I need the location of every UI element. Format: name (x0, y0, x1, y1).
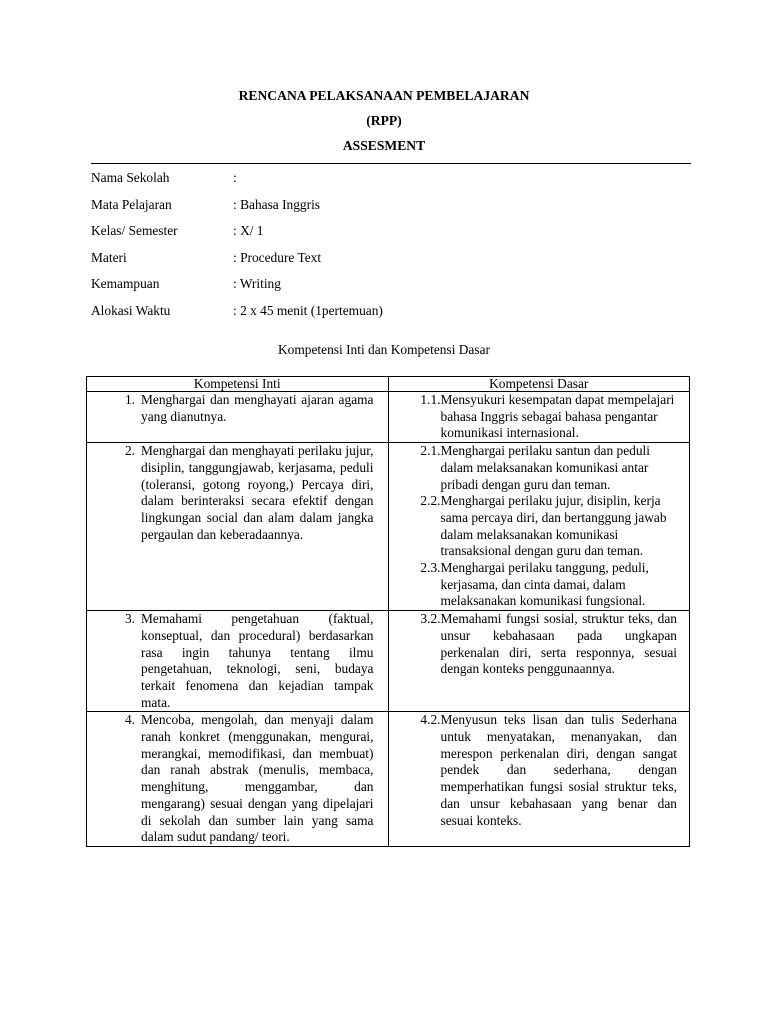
document-section: ASSESMENT (342, 138, 426, 153)
kd-item (389, 443, 678, 493)
identity-row (91, 217, 691, 244)
ki-cell (87, 712, 389, 847)
identity-value: : 2 x 45 menit (1pertemuan) (233, 302, 383, 318)
identity-label: Mata Pelajaran (91, 196, 172, 212)
ki-text: Memahami pengetahuan (faktual, konseptual, dan procedural) berdasarkan rasa ingin tahunya tentang ilmu pengetahuan, teknologi, seni, budaya terkait fenomena dan kejadian tampak mata. (141, 611, 374, 710)
ki-text: Mencoba, mengolah, dan menyaji dalam ranah konkret (menggunakan, mengurai, merangkai, memodifikasi, dan membuat) dan ranah abstrak (menulis, membaca, menghitung, menggambar, dan mengarang) sesuai dengan yang dipelajari di sekolah dan sumber lain yang sama dalam sudut pandang/ teori. (141, 712, 374, 845)
table-row (87, 611, 690, 712)
table-header-row (87, 377, 690, 392)
kd-text: Menyusun teks lisan dan tulis Sederhana untuk menyatakan, menanyakan, dan merespon perkenalan diri, dengan sangat pendek dan sederhana, dengan memperhatikan fungsi sosial struktur teks, dan unsur kebahasaan yang benar dan sesuai konteks. (440, 712, 677, 828)
kd-cell (388, 443, 690, 611)
kd-number: 4.2. (420, 712, 441, 728)
kd-item (389, 560, 678, 610)
kd-text: Menghargai perilaku santun dan peduli dalam melaksanakan komunikasi antar pribadi dengan guru dan teman. (440, 443, 650, 492)
identity-value: : Writing (233, 276, 281, 291)
ki-number: 3. (124, 611, 135, 627)
header-kompetensi-inti: Kompetensi Inti (87, 377, 389, 392)
ki-item (93, 392, 374, 425)
kd-number: 2.2. (420, 493, 441, 509)
ki-cell (87, 392, 389, 443)
identity-label: Nama Sekolah (91, 170, 170, 185)
kd-item (389, 611, 678, 678)
identity-table (91, 163, 691, 323)
ki-text: Menghargai dan menghayati ajaran agama yang dianutnya. (141, 392, 374, 424)
identity-label: Kelas/ Semester (91, 223, 178, 238)
identity-value: : Procedure Text (233, 249, 322, 265)
identity-row (91, 270, 691, 297)
ki-number: 4. (124, 712, 135, 728)
table-row (87, 712, 690, 847)
ki-item (93, 712, 374, 846)
kd-item (389, 392, 678, 442)
kd-number: 2.3. (420, 560, 441, 576)
document-title: RENCANA PELAKSANAAN PEMBELAJARAN (238, 88, 530, 103)
header-kompetensi-dasar: Kompetensi Dasar (388, 377, 690, 392)
kd-cell (388, 392, 690, 443)
ki-number: 1. (124, 392, 135, 407)
table-row (87, 392, 690, 443)
identity-row (91, 191, 691, 218)
identity-row (91, 244, 691, 271)
identity-row (91, 297, 691, 324)
ki-number: 2. (124, 443, 135, 459)
identity-row (91, 164, 691, 191)
kd-cell (388, 712, 690, 847)
ki-cell (87, 611, 389, 712)
kd-item (389, 712, 678, 829)
ki-cell (87, 443, 389, 611)
kd-number: 2.1. (420, 443, 441, 459)
kd-text: Menghargai perilaku tanggung, peduli, kerjasama, dan cinta damai, dalam melaksanakan komunikasi fungsional. (440, 560, 649, 609)
ki-item (93, 443, 374, 543)
kd-item (389, 493, 678, 560)
kd-number: 3.2. (420, 611, 441, 627)
competence-section-title: Kompetensi Inti dan Kompetensi Dasar (278, 342, 490, 357)
ki-text: Menghargai dan menghayati perilaku jujur, disiplin, tanggungjawab, kerjasama, peduli (toleransi, gotong royong,) Percaya diri, dalam berinteraksi secara efektif dengan lingkungan social dan alam dalam jangka pergaulan dan keberadaannya. (141, 443, 374, 542)
kd-number: 1.1. (420, 392, 441, 407)
kd-text: Memahami fungsi sosial, struktur teks, dan unsur kebahasaan pada ungkapan perkenalan diri, serta responnya, sesuai dengan konteks penggunaannya. (440, 611, 677, 677)
identity-label: Alokasi Waktu (91, 302, 171, 318)
identity-label: Materi (91, 249, 127, 265)
identity-label: Kemampuan (91, 276, 160, 291)
kd-cell (388, 611, 690, 712)
kd-text: Mensyukuri kesempatan dapat mempelajari bahasa Inggris sebagai bahasa pengantar komunikasi internasional. (440, 392, 675, 441)
ki-item (93, 611, 374, 711)
document-subtitle: (RPP) (366, 113, 402, 128)
identity-value: : X/ 1 (233, 223, 264, 238)
identity-value: : (233, 170, 237, 185)
table-row (87, 443, 690, 611)
kd-text: Menghargai perilaku jujur, disiplin, kerja sama percaya diri, dan bertanggung jawab dalam melaksanakan komunikasi transaksional dengan guru dan teman. (440, 493, 667, 559)
identity-value: : Bahasa Inggris (233, 196, 321, 212)
competence-table (86, 376, 690, 847)
